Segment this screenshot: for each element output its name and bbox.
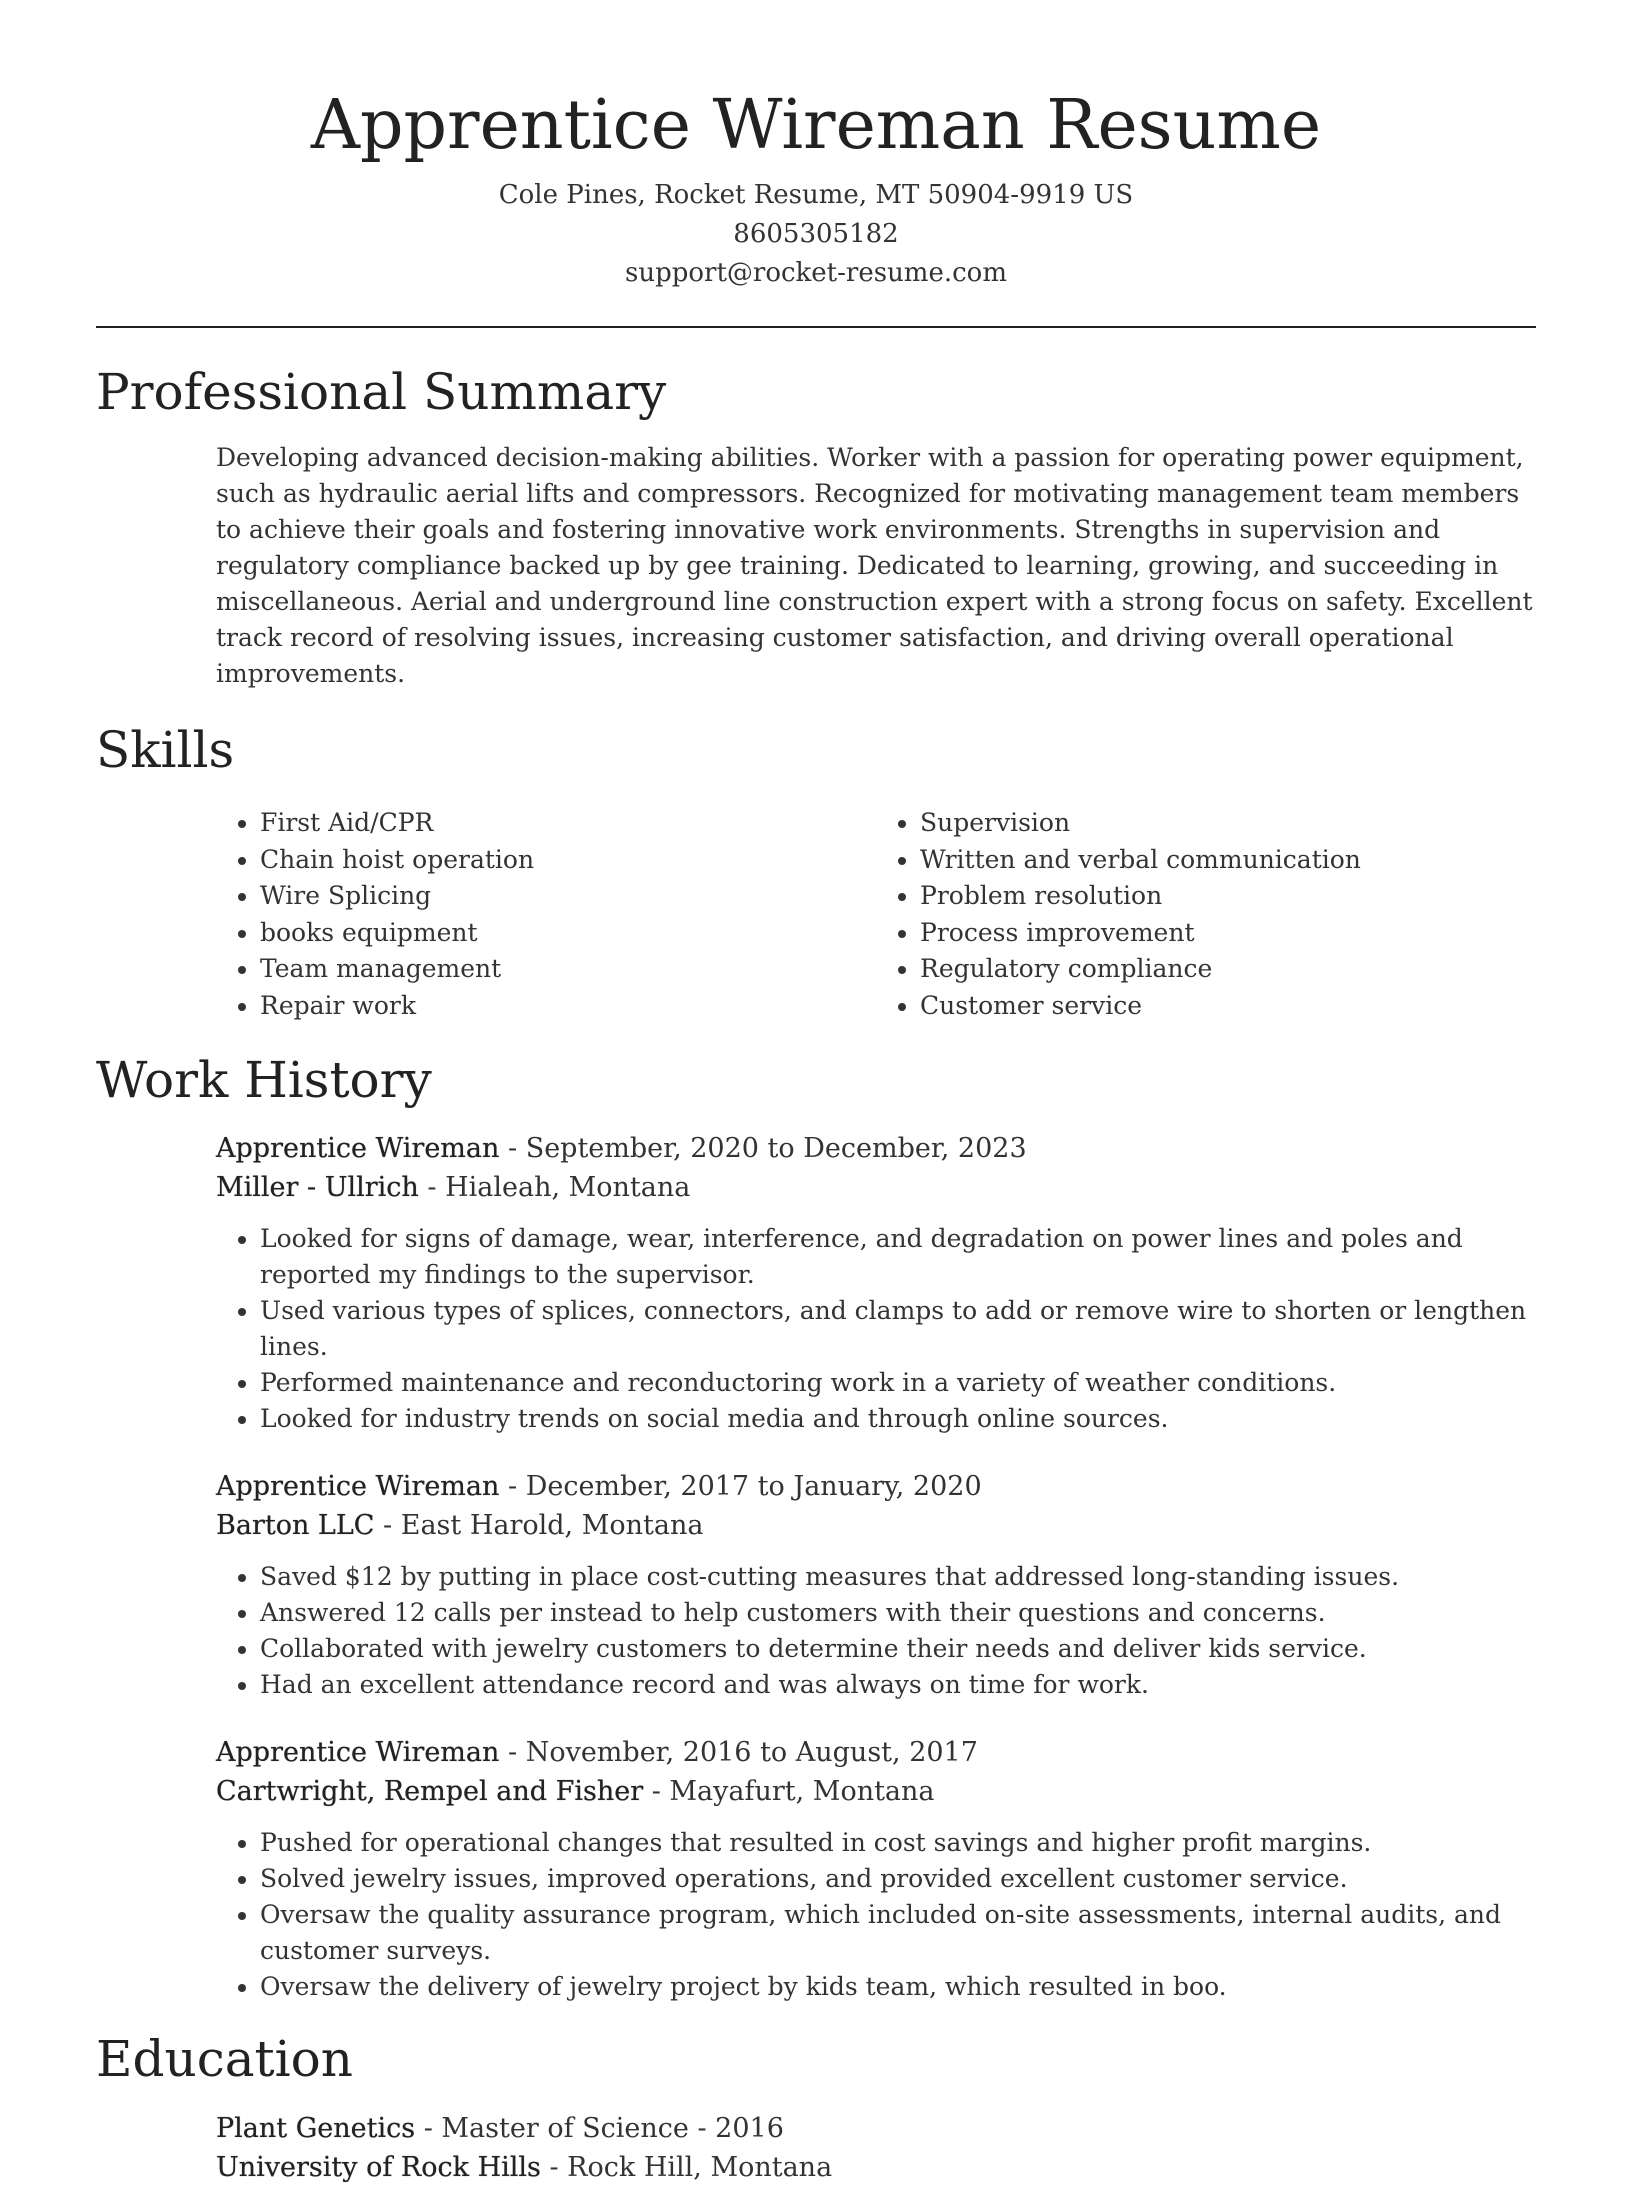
- job-title-line: [216, 1467, 1536, 1506]
- education-year: - 2016: [688, 2113, 784, 2144]
- contact-block: [96, 176, 1536, 293]
- header-divider: [96, 326, 1536, 328]
- contact-address: Cole Pines, Rocket Resume, MT 50904-9919 US: [498, 180, 1134, 210]
- education-degree-line: [216, 2109, 1536, 2148]
- skill-item: • Supervision: [920, 805, 1536, 842]
- resume-title: Apprentice Wireman Resume: [310, 86, 1322, 165]
- skill-item: • Regulatory compliance: [920, 951, 1536, 988]
- job-entry: [216, 1129, 1536, 1437]
- contact-phone: 8605305182: [733, 219, 899, 249]
- skill-item: • First Aid/CPR: [260, 805, 876, 842]
- job-bullet: • Looked for industry trends on social media and through online sources.: [260, 1401, 1536, 1437]
- job-bullet: • Pushed for operational changes that resulted in cost savings and higher profit margins.: [260, 1825, 1536, 1861]
- job-company: Miller - Ullrich: [216, 1172, 419, 1203]
- summary-section: [96, 362, 1536, 692]
- education-field: Plant Genetics: [216, 2113, 416, 2144]
- job-company-line: [216, 1506, 1536, 1545]
- contact-email: support@rocket-resume.com: [624, 258, 1007, 288]
- skill-item: • books equipment: [260, 915, 876, 952]
- skills-list-right: [876, 805, 1536, 1024]
- job-dates: - November, 2016 to August, 2017: [499, 1737, 978, 1768]
- work-history-section: [96, 1050, 1536, 2005]
- job-bullet: • Answered 12 calls per instead to help customers with their questions and concerns.: [260, 1595, 1536, 1631]
- skill-item: • Written and verbal communication: [920, 842, 1536, 879]
- job-dates: - September, 2020 to December, 2023: [499, 1133, 1027, 1164]
- education-section: [96, 2029, 1536, 2187]
- education-school: University of Rock Hills: [216, 2152, 541, 2183]
- skills-list-left: [216, 805, 876, 1024]
- skill-item: • Team management: [260, 951, 876, 988]
- skill-item: • Repair work: [260, 988, 876, 1025]
- job-bullet: • Solved jewelry issues, improved operations, and provided excellent customer service.: [260, 1861, 1536, 1897]
- job-dates: - December, 2017 to January, 2020: [499, 1471, 982, 1502]
- resume-page: [96, 0, 1536, 2187]
- job-company: Barton LLC: [216, 1510, 375, 1541]
- job-entry: [216, 1733, 1536, 2005]
- job-bullet: • Oversaw the delivery of jewelry project by kids team, which resulted in boo.: [260, 1969, 1536, 2005]
- education-degree: - Master of Science: [415, 2113, 689, 2144]
- skills-heading: Skills: [96, 721, 235, 779]
- job-company-line: [216, 1772, 1536, 1811]
- job-company-line: [216, 1168, 1536, 1207]
- summary-heading: Professional Summary: [96, 363, 667, 421]
- summary-text: Developing advanced decision-making abilities. Worker with a passion for operating power equipment, such as hydraulic aerial lifts and compressors. Recognized for motivating management team members to achieve their goals and fostering innovative work environments. Strengths in supervision and regulatory compliance backed up by gee training. Dedicated to learning, growing, and succeeding in miscellaneous. Aerial and underground line construction expert with a strong focus on safety. Excellent track record of resolving issues, increasing customer satisfaction, and driving overall operational improvements.: [216, 443, 1533, 688]
- job-title: Apprentice Wireman: [216, 1737, 500, 1768]
- job-location: - Mayafurt, Montana: [643, 1776, 935, 1807]
- job-bullets: [216, 1825, 1536, 2005]
- skill-item: • Customer service: [920, 988, 1536, 1025]
- job-bullet: • Performed maintenance and reconductoring work in a variety of weather conditions.: [260, 1365, 1536, 1401]
- job-entry: [216, 1467, 1536, 1703]
- job-location: - Hialeah, Montana: [418, 1172, 691, 1203]
- job-title: Apprentice Wireman: [216, 1133, 500, 1164]
- resume-header: [96, 0, 1536, 293]
- job-title-line: [216, 1129, 1536, 1168]
- job-bullets: [216, 1221, 1536, 1437]
- skill-item: • Chain hoist operation: [260, 842, 876, 879]
- skills-section: [96, 720, 1536, 1024]
- job-bullet: • Looked for signs of damage, wear, interference, and degradation on power lines and poles and reported my findings to the supervisor.: [260, 1221, 1536, 1293]
- job-bullet: • Saved $12 by putting in place cost-cutting measures that addressed long-standing issues.: [260, 1559, 1536, 1595]
- skill-item: • Wire Splicing: [260, 878, 876, 915]
- job-bullet: • Used various types of splices, connectors, and clamps to add or remove wire to shorten or lengthen lines.: [260, 1293, 1536, 1365]
- education-school-line: [216, 2148, 1536, 2187]
- job-company: Cartwright, Rempel and Fisher: [216, 1776, 644, 1807]
- job-bullet: • Had an excellent attendance record and was always on time for work.: [260, 1667, 1536, 1703]
- job-bullets: [216, 1559, 1536, 1703]
- job-title: Apprentice Wireman: [216, 1471, 500, 1502]
- education-heading: Education: [96, 2030, 353, 2088]
- education-entry: [216, 2109, 1536, 2187]
- job-title-line: [216, 1733, 1536, 1772]
- work-history-heading: Work History: [96, 1051, 432, 1109]
- job-bullet: • Collaborated with jewelry customers to determine their needs and deliver kids service.: [260, 1631, 1536, 1667]
- education-location: - Rock Hill, Montana: [540, 2152, 833, 2183]
- job-bullet: • Oversaw the quality assurance program, which included on-site assessments, internal audits, and customer surveys.: [260, 1897, 1536, 1969]
- skills-columns: [216, 805, 1536, 1024]
- job-location: - East Harold, Montana: [374, 1510, 704, 1541]
- skill-item: • Process improvement: [920, 915, 1536, 952]
- skill-item: • Problem resolution: [920, 878, 1536, 915]
